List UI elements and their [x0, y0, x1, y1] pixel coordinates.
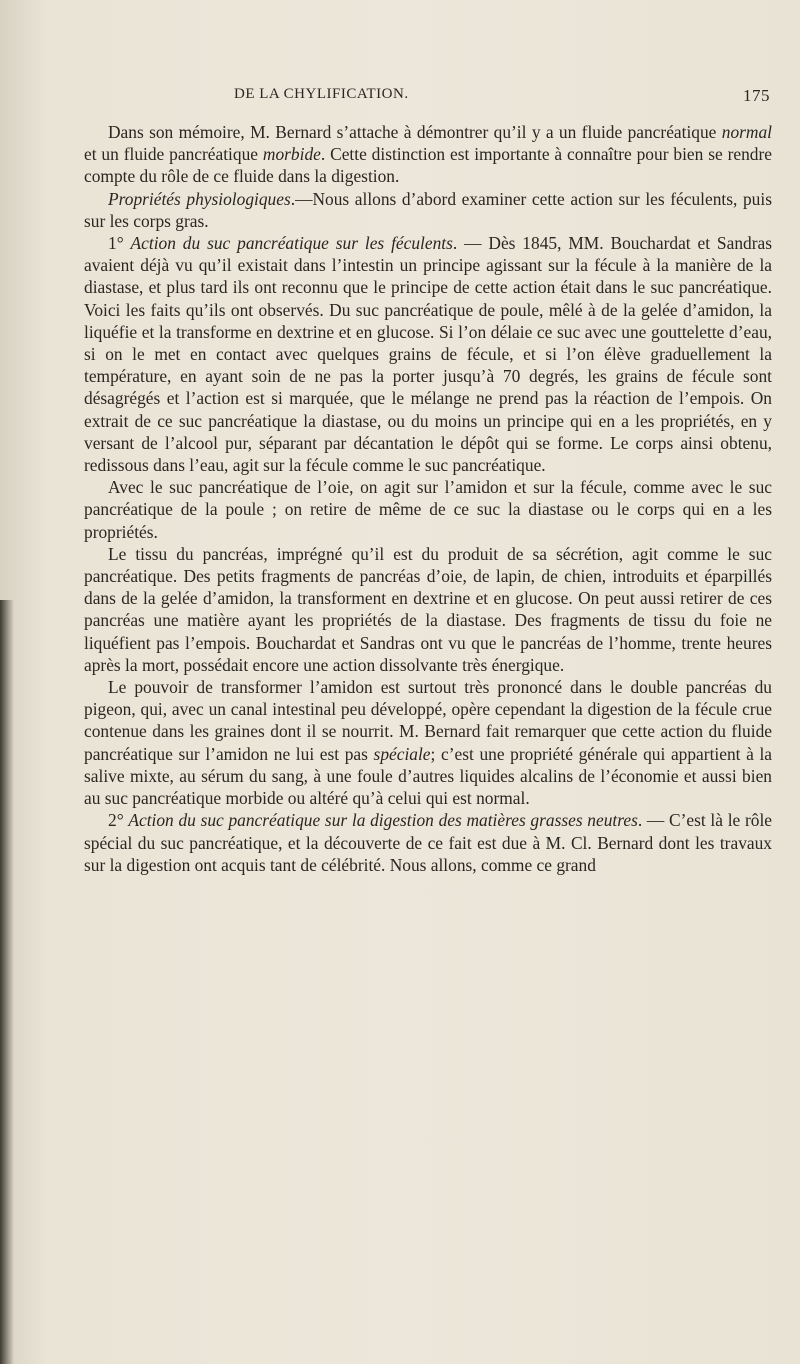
paragraph-pigeon: [84, 676, 772, 809]
text-run: . — Dès 1845, MM. Bouchardat et Sandras avaient déjà vu qu’il existait dans l’intestin un principe agissant sur la fécule à la manière de la diastase, et plus tard ils ont reconnu que le principe de cette action était dans le suc pancréatique. Voici les faits qu’ils ont observés. Du suc pancréatique de poule, mêlé à de la gelée d’amidon, la liquéfie et la transforme en dextrine et en glucose. Si l’on délaie ce suc avec une gouttelette d’eau, si on le met en contact avec quelques grains de fécule, et si l’on élève graduellement la température, en ayant soin de ne pas la porter jusqu’à 70 degrés, les grains de fécule sont désagrégés et l’action est si marquée, que le mélange ne prend pas la réaction de l’empois. On extrait de ce suc pancréatique la diastase, ou du moins un principe qui en a les propriétés, en y versant de l’alcool pur, séparant par décantation le dépôt qui se forme. Le corps ainsi obtenu, redissous dans l’eau, agit sur la fécule comme le suc pancréatique.: [84, 233, 772, 476]
paragraph-oie: [84, 476, 772, 543]
section-title-feculents: Action du suc pancréatique sur les féculents: [130, 233, 453, 254]
text-run: Le pouvoir de transformer l’amidon est surtout très prononcé dans le double pancréas du pigeon, qui, avec un canal intestinal peu développé, opère cependant la digestion de la fécule crue contenue dans les graines dont il se nourrit. M. Bernard fait remarquer que cette action du fluide pancréatique sur l’amidon ne lui est pas: [84, 677, 772, 764]
emphasis-normal: normal: [721, 122, 772, 142]
text-run: .—Nous allons d’abord examiner cette action sur les féculents, puis sur les corps gras.: [84, 188, 772, 231]
text-run: Avec le suc pancréatique de l’oie, on agit sur l’amidon et sur la fécule, comme avec le suc pancréatique de la poule ; on retire de même de ce suc la diastase ou le corps qui en a les propriétés.: [84, 477, 772, 542]
text-run: ; c’est une propriété générale qui appartient à la salive mixte, au sérum du sang, à une foule d’autres liquides alcalins de l’économie et aussi bien au suc pancréatique morbide ou altéré qu’à celui qui est normal.: [84, 743, 773, 809]
paragraph-matieres-grasses: [84, 809, 772, 876]
text-run: Dans son mémoire, M. Bernard s’attache à démontrer qu’il y a un fluide pancréatique: [108, 122, 722, 142]
text-run: . Cette distinction est importante à connaître pour bien se rendre compte du rôle de ce fluide dans la digestion.: [84, 144, 772, 187]
section-number: 1°: [108, 233, 131, 254]
text-run: Le tissu du pancréas, imprégné qu’il est du produit de sa sécrétion, agit comme le suc pancréatique. Des petits fragments de pancréas d’oie, de lapin, de chien, introduits et éparpillés dans de la gelée d’amidon, la transforment en dextrine et en glucose. On peut aussi retirer de ces pancréas une matière ayant les propriétés de la diastase. Des fragments de tissu du foie ne liquéfient pas l’empois. Bouchardat et Sandras ont vu que le pancréas de l’homme, trente heures après la mort, possédait encore une action dissolvante très énergique.: [84, 543, 772, 675]
paragraph-action-feculents: [84, 232, 772, 476]
binding-shadow: [0, 600, 14, 1364]
emphasis-speciale: spéciale: [373, 743, 431, 764]
running-head: DE LA CHYLIFICATION.: [234, 86, 409, 102]
section-number: 2°: [108, 810, 129, 831]
page-header: [118, 86, 770, 110]
paragraph-tissu-pancreas: [84, 543, 772, 676]
paragraph-proprietes: [84, 188, 772, 232]
text-run: et un fluide pancréatique: [84, 144, 263, 165]
section-title-matieres-grasses: Action du suc pancréatique sur la digestion des matières grasses neutres: [128, 810, 638, 831]
text-run: . — C’est là le rôle spécial du suc pancréatique, et la découverte de ce fait est due à M. Cl. Bernard dont les travaux sur la digestion ont acquis tant de célébrité. Nous allons, comme ce grand: [84, 810, 772, 875]
page-number: 175: [743, 86, 770, 105]
body-text: [84, 121, 772, 876]
emphasis-morbide: morbide: [262, 144, 321, 165]
section-title-proprietes: Propriétés physiologiques: [108, 188, 291, 209]
paragraph-memoire: [84, 121, 772, 188]
